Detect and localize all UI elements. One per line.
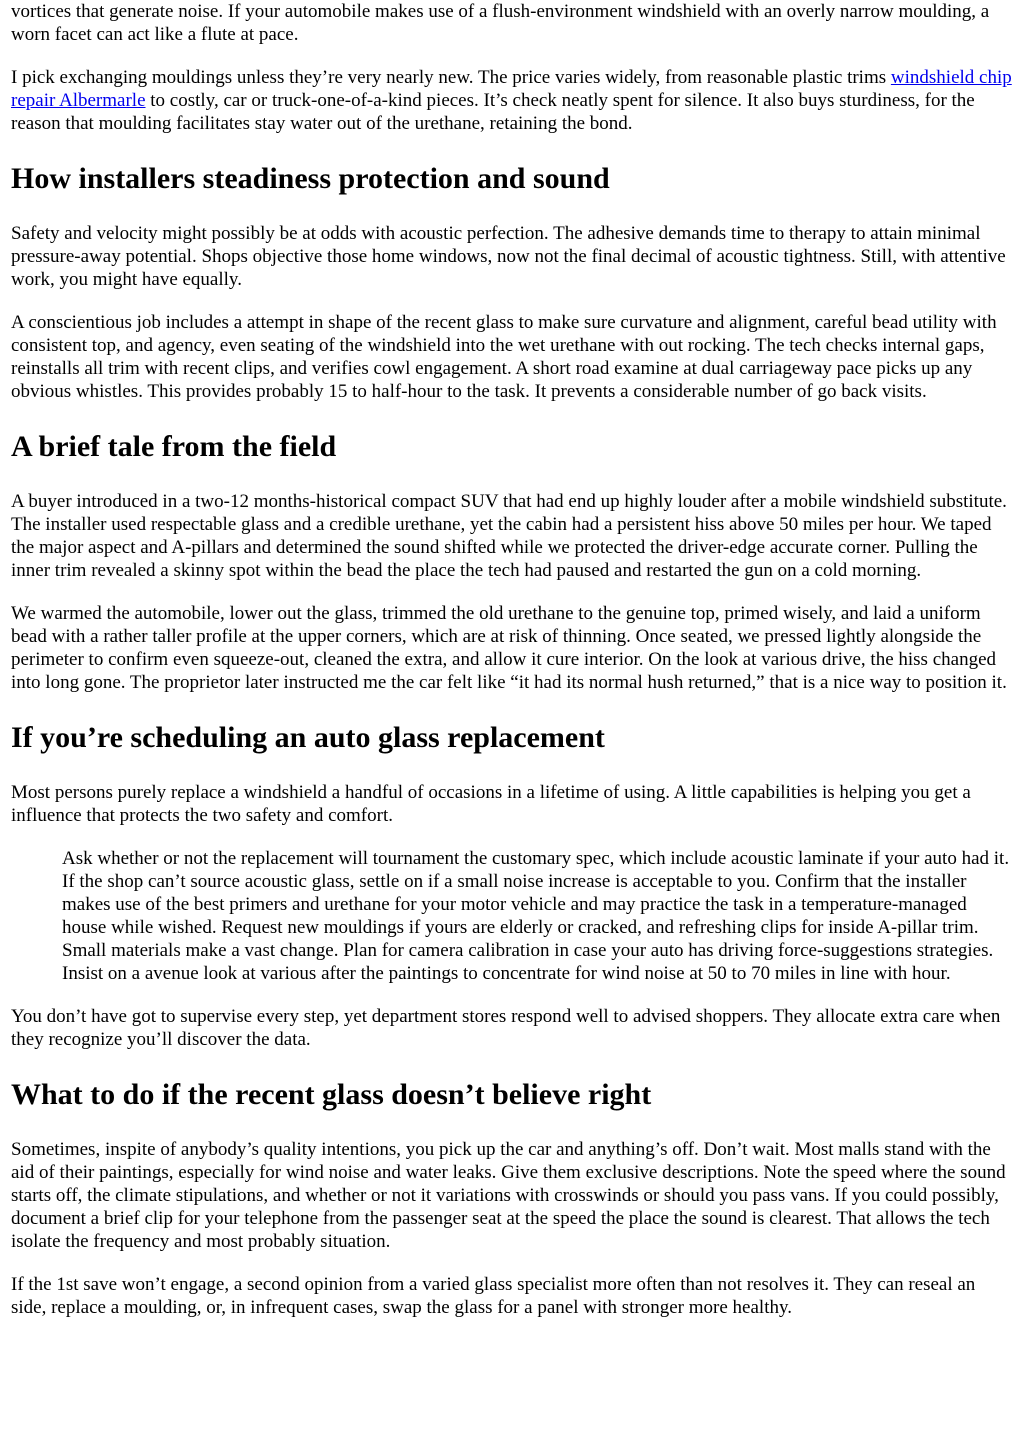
text: I pick exchanging mouldings unless they’re very nearly new. The price varies widely, from reasonable plastic trims (11, 67, 891, 88)
paragraph: If the 1st save won’t engage, a second opinion from a varied glass specialist more often than not resolves it. They can reseal an side, replace a moulding, or, in infrequent cases, swap the glass for a panel with stronger more healthy. (11, 1274, 976, 1318)
paragraph: You don’t have got to supervise every step, yet department stores respond well to advised shoppers. They allocate extra care when they recognize you’ll discover the data. (11, 1006, 1001, 1050)
paragraph (11, 66, 1014, 135)
paragraph: Safety and velocity might possibly be at odds with acoustic perfection. The adhesive demands time to therapy to attain minimal pressure-away potential. Shops objective those home windows, now not the final decimal of acoustic tightness. Still, with attentive work, you might have equally. (11, 223, 1006, 290)
section-heading: A brief tale from the field (11, 430, 337, 463)
blockquote: Ask whether or not the replacement will tournament the customary spec, which include acoustic laminate if your auto had it. If the shop can’t source acoustic glass, settle on if a small noise increase is acceptable to you. Confirm that the installer makes use of the best primers and urethane for your motor vehicle and may practice the task in a temperature-managed house while wished. Request new mouldings if yours are elderly or cracked, and refreshing clips for inside A-pillar trim. Small materials make a vast change. Plan for camera calibration in case your auto has driving force-suggestions strategies. Insist on a avenue look at various after the paintings to concentrate for wind noise at 50 to 70 miles in line with hour. (62, 848, 1010, 984)
section-heading: How installers steadiness protection and sound (11, 162, 610, 195)
paragraph: A buyer introduced in a two-12 months-historical compact SUV that had end up highly louder after a mobile windshield substitute. The installer used respectable glass and a credible urethane, yet the cabin had a persistent hiss above 50 miles per hour. We taped the major aspect and A-pillars and determined the sound shifted while we protected the driver-edge accurate corner. Pulling the inner trim revealed a skinny spot within the bead the place the tech had paused and restarted the gun on a cold morning. (11, 491, 1007, 581)
paragraph: Most persons purely replace a windshield a handful of occasions in a lifetime of using. A little capabilities is helping you get a influence that protects the two safety and comfort. (11, 782, 971, 826)
windshield-chip-repair-link[interactable]: windshield chip repair Albermarle (11, 67, 1012, 111)
section-heading: What to do if the recent glass doesn’t believe right (11, 1078, 652, 1111)
paragraph: A conscientious job includes a attempt in shape of the recent glass to make sure curvature and alignment, careful bead utility with consistent top, and agency, even seating of the windshield into the wet urethane with out rocking. The tech checks internal gaps, reinstalls all trim with recent clips, and verifies cowl engagement. A short road examine at dual carriageway pace picks up any obvious whistles. This provides probably 15 to half-hour to the task. It prevents a considerable number of go back visits. (11, 312, 997, 402)
section-heading: If you’re scheduling an auto glass replacement (11, 721, 605, 754)
paragraph: vortices that generate noise. If your automobile makes use of a flush-environment windshield with an overly narrow moulding, a worn facet can act like a flute at pace. (11, 1, 990, 45)
text: to costly, car or truck-one-of-a-kind pieces. It’s check neatly spent for silence. It also buys sturdiness, for the reason that moulding facilitates stay water out of the urethane, retaining the bond. (11, 90, 975, 134)
paragraph: We warmed the automobile, lower out the glass, trimmed the old urethane to the genuine top, primed wisely, and laid a uniform bead with a rather taller profile at the upper corners, which are at risk of thinning. Once seated, we pressed lightly alongside the perimeter to confirm even squeeze-out, cleaned the extra, and allow it cure interior. On the look at various drive, the hiss changed into long gone. The proprietor later instructed me the car felt like “it had its normal hush returned,” that is a nice way to position it. (11, 603, 1007, 693)
paragraph: Sometimes, inspite of anybody’s quality intentions, you pick up the car and anything’s off. Don’t wait. Most malls stand with the aid of their paintings, especially for wind noise and water leaks. Give them exclusive descriptions. Note the speed where the sound starts off, the climate stipulations, and whether or not it variations with crosswinds or should you pass vans. If you could possibly, document a brief clip for your telephone from the passenger seat at the speed the place the sound is clearest. That allows the tech isolate the frequency and most probably situation. (11, 1139, 1006, 1252)
